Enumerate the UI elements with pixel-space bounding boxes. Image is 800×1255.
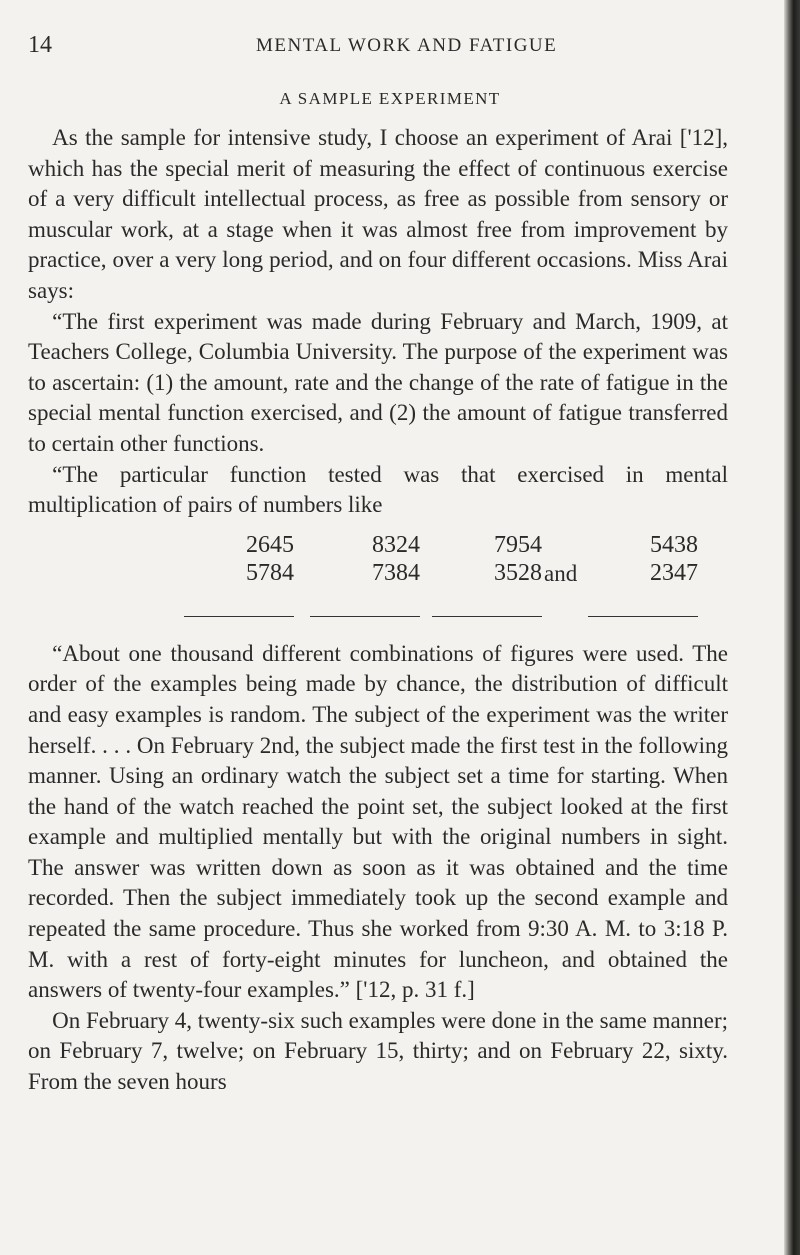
multiplication-examples — [28, 521, 728, 639]
example-rule — [588, 616, 698, 617]
example-pair — [184, 531, 294, 587]
paragraph-intro: As the sample for intensive study, I choose an experiment of Arai ['12], which has the special merit of measuring the effect of continuous exercise of a very difficult intellectual process, as free as possible from sensory or muscular work, at a stage when it was almost free from improvement by practice, over a very long period, and on four different occasions. Miss Arai says: — [28, 125, 728, 303]
page-binding-edge — [784, 0, 800, 1255]
example-top-number: 5438 — [650, 531, 698, 558]
example-bottom-number: 7384 — [372, 559, 420, 586]
example-top-number: 8324 — [372, 531, 420, 558]
connector-word: and — [544, 560, 578, 586]
paragraph-quote-purpose: “The first experiment was made during February and March, 1909, at Teachers College, Columbia University. The purpose of the experiment was to ascertain: (1) the amount, rate and the change of the rate of fatigue in the special mental function exercised, and (2) the amount of fatigue transferred to certain other functions. — [28, 308, 728, 456]
example-bottom-number: 3528 — [494, 559, 542, 586]
example-pair — [588, 531, 698, 587]
example-bottom-number: 5784 — [246, 559, 294, 586]
example-bottom-number: 2347 — [650, 559, 698, 586]
running-head: MENTAL WORK AND FATIGUE — [256, 35, 558, 56]
example-top-number: 7954 — [494, 531, 542, 558]
paragraph-quote-procedure: “About one thousand different combinations of figures were used. The order of the examples being made by chance, the distribution of difficult and easy examples is random. The subject of the experiment was the writer herself. . . . On February 2nd, the subject made the first test in the following manner. Using an ordinary watch the subject set a time for starting. When the hand of the watch reached the point set, the subject looked at the first example and multiplied mentally but with the original numbers in sight. The answer was written down as soon as it was obtained and the time recorded. Then the subject immediately took up the second example and repeated the same procedure. Thus she worked from 9:30 A. M. to 3:18 P. M. with a rest of forty-eight minutes for luncheon, and obtained the answers of twenty-four examples.” ['12, p. 31 f.] — [28, 640, 728, 1003]
paragraph-later-sessions: On February 4, twenty-six such examples were done in the same manner; on February 7, twelve; on February 15, thirty; and on February 22, sixty. From the seven hours — [28, 1007, 728, 1095]
example-rule — [184, 616, 294, 617]
example-pair — [432, 531, 542, 587]
example-rule — [310, 616, 420, 617]
example-top-number: 2645 — [246, 531, 294, 558]
body-text — [28, 123, 728, 1098]
example-pair — [310, 531, 420, 587]
page-number: 14 — [28, 32, 52, 58]
paragraph-quote-function: “The particular function tested was that exercised in mental multiplication of pairs of numbers like — [28, 461, 728, 518]
page-header — [28, 30, 780, 60]
section-title: A SAMPLE EXPERIMENT — [279, 89, 501, 108]
example-rule — [432, 616, 542, 617]
